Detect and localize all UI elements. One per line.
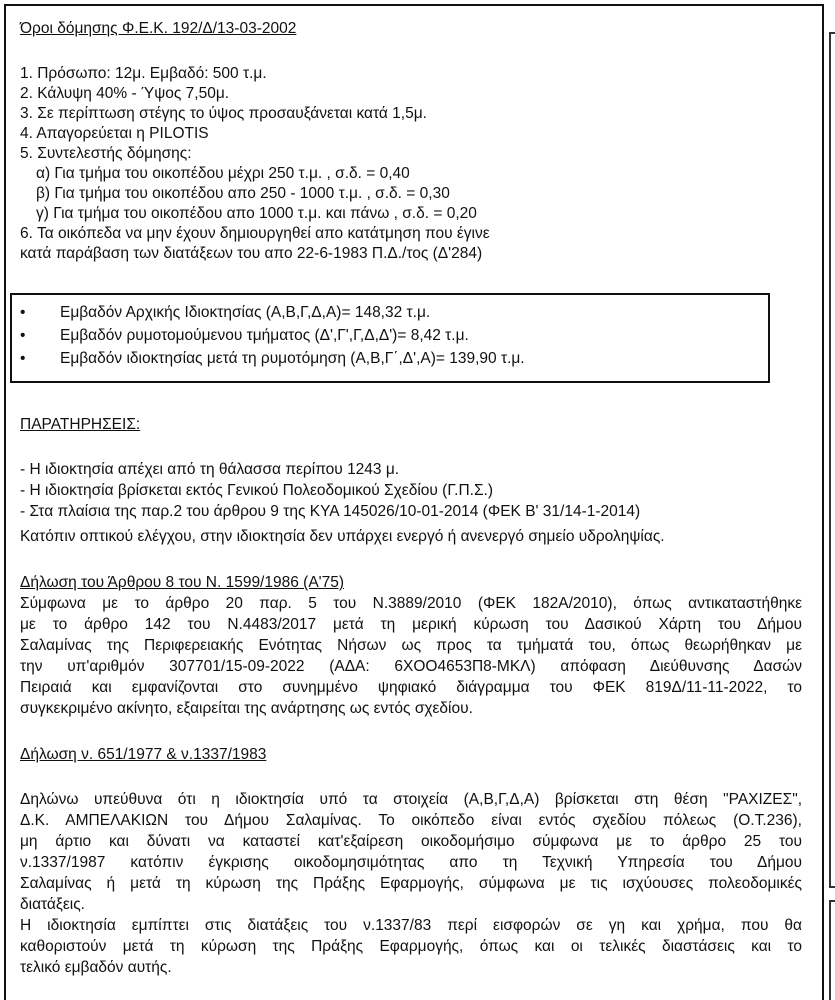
remark-item: Κατόπιν οπτικού ελέγχου, στην ιδιοκτησία δεν υπάρχει ενεργό ή ανενεργό σημείο υδροληψίας. bbox=[20, 528, 665, 545]
terms-subitem: γ) Για τμήμα του οικοπέδου απο 1000 τ.μ. και πάνω , σ.δ. = 0,20 bbox=[36, 205, 477, 222]
adjacent-page-corner bbox=[829, 32, 835, 34]
article8-line: Σαλαμίνας της Περιφερειακής Ενότητας Νήσων ως προς τα τμήματά του, όπως θεωρήθηκαν με bbox=[20, 637, 802, 654]
adjacent-page-corner bbox=[829, 886, 835, 888]
adjacent-page-edge bbox=[829, 900, 831, 1000]
decl651-line: διατάξεις. bbox=[20, 896, 85, 913]
bullet-dot-icon: • bbox=[20, 304, 26, 321]
decl651-line: Η ιδιοκτησία εμπίπτει στις διατάξεις του ν.1337/83 περί εισφορών σε γη και χρήμα, που θα bbox=[20, 917, 802, 934]
adjacent-page-edge bbox=[829, 32, 831, 887]
remark-item: - Η ιδιοκτησία απέχει από τη θάλασσα περίπου 1243 μ. bbox=[20, 461, 400, 478]
remarks-heading: ΠΑΡΑΤΗΡΗΣΕΙΣ: bbox=[20, 416, 141, 433]
bullet-dot-icon: • bbox=[20, 350, 26, 367]
decl651-line: καθοριστούν μετά τη κύρωση της Πράξης Εφαρμογής, όπως και οι τελικές διαστάσεις και το bbox=[20, 938, 802, 955]
decl651-line: μη άρτιο και δύνατι να καταστεί κατ'εξαίρεση οικοδομήσιμο σύμφωνα με το άρθρο 25 του bbox=[20, 833, 802, 850]
terms-item: 5. Συντελεστής δόμησης: bbox=[20, 145, 192, 162]
terms-heading: Όροι δόμησης Φ.Ε.Κ. 192/Δ/13-03-2002 bbox=[20, 20, 297, 37]
terms-subitem: β) Για τμήμα του οικοπέδου απο 250 - 1000 τ.μ. , σ.δ. = 0,30 bbox=[36, 185, 450, 202]
area-bullet: • Εμβαδόν Αρχικής Ιδιοκτησίας (Α,Β,Γ,Δ,Α)= 148,32 τ.μ. bbox=[20, 304, 431, 321]
terms-subitem: α) Για τμήμα του οικοπέδου μέχρι 250 τ.μ. , σ.δ. = 0,40 bbox=[36, 165, 410, 182]
bullet-dot-icon: • bbox=[20, 327, 26, 344]
article8-line: Πειραιά και εμφανίζονται στο συνημμένο ψηφιακό διάγραμμα του ΦΕΚ 819Δ/11-11-2022, το bbox=[20, 679, 802, 696]
area-bullet: • Εμβαδόν ρυμοτομούμενου τμήματος (Δ',Γ',Γ,Δ,Δ')= 8,42 τ.μ. bbox=[20, 327, 469, 344]
remark-item: - Η ιδιοκτησία βρίσκεται εκτός Γενικού Πολεοδομικού Σχεδίου (Γ.Π.Σ.) bbox=[20, 482, 494, 499]
decl651-line: Δ.Κ. ΑΜΠΕΛΑΚΙΩΝ του Δήμου Σαλαμίνας. Το οικόπεδο είναι εντός σχεδίου πόλεως (Ο.Τ.236), bbox=[20, 812, 802, 829]
adjacent-page-corner bbox=[829, 900, 835, 902]
article8-heading: Δήλωση του Άρθρου 8 του Ν. 1599/1986 (Α'75) bbox=[20, 574, 345, 591]
article8-line: με το άρθρο 142 του Ν.4483/2017 μετά τη μερική κύρωση του Δασικού Χάρτη του Δήμου bbox=[20, 616, 802, 633]
decl651-line: ν.1337/1987 κατόπιν έγκρισης οικοδομησιμότητας απο τη Τεχνική Υπηρεσία του Δήμου bbox=[20, 854, 802, 871]
article8-line: συγκεκριμένο ακίνητο, εξαιρείται της ανάρτησης ως εντός σχεδίου. bbox=[20, 700, 473, 717]
terms-item: 4. Απαγορεύεται η PILOTIS bbox=[20, 125, 209, 142]
terms-item: 2. Κάλυψη 40% - Ύψος 7,50μ. bbox=[20, 85, 230, 102]
decl651-line: Σαλαμίνας ή μετά τη κύρωση της Πράξης Εφαρμογής, σύμφωνα με τις ισχύουσες πολεοδομικές bbox=[20, 875, 802, 892]
terms-item: 1. Πρόσωπο: 12μ. Εμβαδό: 500 τ.μ. bbox=[20, 65, 267, 82]
decl651-heading: Δήλωση ν. 651/1977 & ν.1337/1983 bbox=[20, 746, 267, 763]
decl651-line: τελικό εμβαδόν αυτής. bbox=[20, 959, 172, 976]
remark-item: - Στα πλαίσια της παρ.2 του άρθρου 9 της ΚΥΑ 145026/10-01-2014 (ΦΕΚ Β' 31/14-1-2014) bbox=[20, 503, 641, 520]
decl651-line: Δηλώνω υπεύθυνα ότι η ιδιοκτησία υπό τα στοιχεία (Α,Β,Γ,Δ,Α) βρίσκεται στη θέση "ΡΑΧΙΖΕΣ", bbox=[20, 791, 802, 808]
area-bullet: • Εμβαδόν ιδιοκτησίας μετά τη ρυμοτόμηση (Α,Β,Γ΄,Δ',Α)= 139,90 τ.μ. bbox=[20, 350, 525, 367]
terms-item: 6. Τα οικόπεδα να μην έχουν δημιουργηθεί απο κατάτμηση που έγινε bbox=[20, 225, 490, 242]
article8-line: την υπ'αριθμόν 307701/15-09-2022 (ΑΔΑ: 6ΧΟΟ4653Π8-ΜΚΛ) απόφαση Διεύθυνσης Δασών bbox=[20, 658, 802, 675]
terms-item: 3. Σε περίπτωση στέγης το ύψος προσαυξάνεται κατά 1,5μ. bbox=[20, 105, 427, 122]
terms-item: κατά παράβαση των διατάξεων του απο 22-6-1983 Π.Δ./τος (Δ'284) bbox=[20, 245, 483, 262]
article8-line: Σύμφωνα με το άρθρο 20 παρ. 5 του Ν.3889/2010 (ΦΕΚ 182Α/2010), όπως αντικαταστήθηκε bbox=[20, 595, 802, 612]
